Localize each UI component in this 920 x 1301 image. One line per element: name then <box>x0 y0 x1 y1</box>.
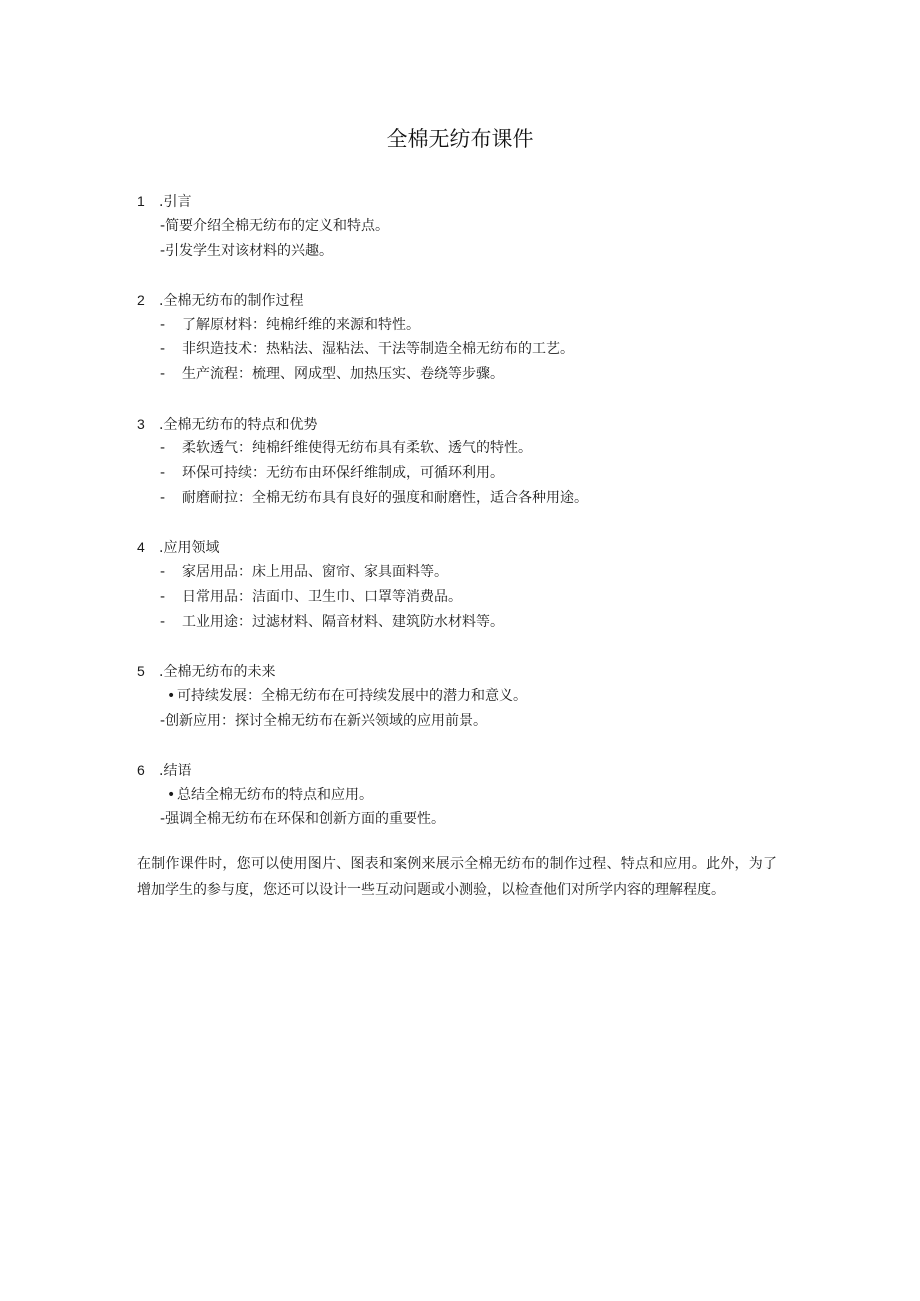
section-heading <box>137 412 787 437</box>
section-number: 4 <box>137 539 145 556</box>
dash-marker: - <box>160 242 166 259</box>
section-heading <box>137 659 787 684</box>
bullet-marker: • <box>167 786 176 803</box>
list-item-text: 家居用品：床上用品、窗帘、家具面料等。 <box>182 564 448 581</box>
list-item-text: 简要介绍全棉无纺布的定义和特点。 <box>165 217 390 234</box>
section-number: 2 <box>137 291 145 308</box>
list-item-text: 创新应用：探讨全棉无纺布在新兴领域的应用前景。 <box>165 712 488 729</box>
dash-marker: - <box>160 465 166 482</box>
list-item <box>137 337 787 362</box>
dash-marker: - <box>160 811 166 828</box>
list-item <box>137 783 787 808</box>
section-title: .应用领域 <box>159 540 220 557</box>
list-item <box>137 585 787 610</box>
document-title: 全棉无纺布课件 <box>386 127 534 151</box>
section-list <box>137 189 787 857</box>
section-6 <box>137 758 787 832</box>
dash-marker: - <box>160 316 166 333</box>
list-item-text: 柔软透气：纯棉纤维使得无纺布具有柔软、透气的特性。 <box>182 440 532 457</box>
dash-marker: - <box>160 217 166 234</box>
list-item-text: 总结全棉无纺布的特点和应用。 <box>177 786 373 803</box>
section-title: .全棉无纺布的制作过程 <box>159 292 304 309</box>
section-2 <box>137 288 787 387</box>
section-title: .全棉无纺布的未来 <box>159 663 276 680</box>
section-title: .引言 <box>159 194 192 210</box>
section-4 <box>137 535 787 634</box>
dash-marker: - <box>160 712 166 729</box>
bullet-marker: • <box>167 687 176 704</box>
list-item <box>137 684 787 709</box>
dash-marker: - <box>160 613 166 630</box>
dash-marker: - <box>160 489 166 506</box>
section-1 <box>137 189 787 263</box>
list-item-text: 工业用途：过滤材料、隔音材料、建筑防水材料等。 <box>182 613 504 630</box>
list-item <box>137 214 787 239</box>
dash-marker: - <box>160 440 166 457</box>
dash-marker: - <box>160 564 166 581</box>
list-item <box>137 362 787 387</box>
list-item <box>137 560 787 585</box>
list-item-text: 耐磨耐拉：全棉无纺布具有良好的强度和耐磨性，适合各种用途。 <box>182 489 588 506</box>
section-heading <box>137 189 787 214</box>
section-number: 6 <box>137 761 145 778</box>
section-number: 3 <box>137 415 145 432</box>
list-item <box>137 807 787 832</box>
list-item <box>137 436 787 461</box>
section-heading <box>137 288 787 313</box>
list-item <box>137 239 787 264</box>
section-5 <box>137 659 787 733</box>
list-item-text: 日常用品：洁面巾、卫生巾、口罩等消费品。 <box>182 588 462 605</box>
list-item-text: 了解原材料：纯棉纤维的来源和特性。 <box>182 316 420 333</box>
section-title: .全棉无纺布的特点和优势 <box>159 416 318 433</box>
list-item <box>137 486 787 511</box>
section-heading <box>137 758 787 783</box>
dash-marker: - <box>160 341 166 358</box>
dash-marker: - <box>160 366 166 383</box>
list-item-text: 非织造技术：热粘法、湿粘法、干法等制造全棉无纺布的工艺。 <box>182 341 574 358</box>
list-item <box>137 610 787 635</box>
section-number: 1 <box>137 193 145 209</box>
closing-paragraph: 在制作课件时，您可以使用图片、图表和案例来展示全棉无纺布的制作过程、特点和应用。此外，为了增加学生的参与度，您还可以设计一些互动问题或小测验，以检查他们对所学内容的理解程度。 <box>137 856 777 898</box>
section-title: .结语 <box>159 762 192 779</box>
section-heading <box>137 535 787 560</box>
section-number: 5 <box>137 662 145 679</box>
list-item-text: 引发学生对该材料的兴趣。 <box>165 242 334 259</box>
list-item-text: 可持续发展：全棉无纺布在可持续发展中的潜力和意义。 <box>177 687 527 704</box>
list-item-text: 强调全棉无纺布在环保和创新方面的重要性。 <box>165 811 446 828</box>
list-item <box>137 709 787 734</box>
section-3 <box>137 412 787 511</box>
list-item <box>137 313 787 338</box>
list-item-text: 生产流程：梳理、网成型、加热压实、卷绕等步骤。 <box>182 366 504 383</box>
list-item-text: 环保可持续：无纺布由环保纤维制成，可循环利用。 <box>182 465 504 482</box>
list-item <box>137 461 787 486</box>
dash-marker: - <box>160 588 166 605</box>
